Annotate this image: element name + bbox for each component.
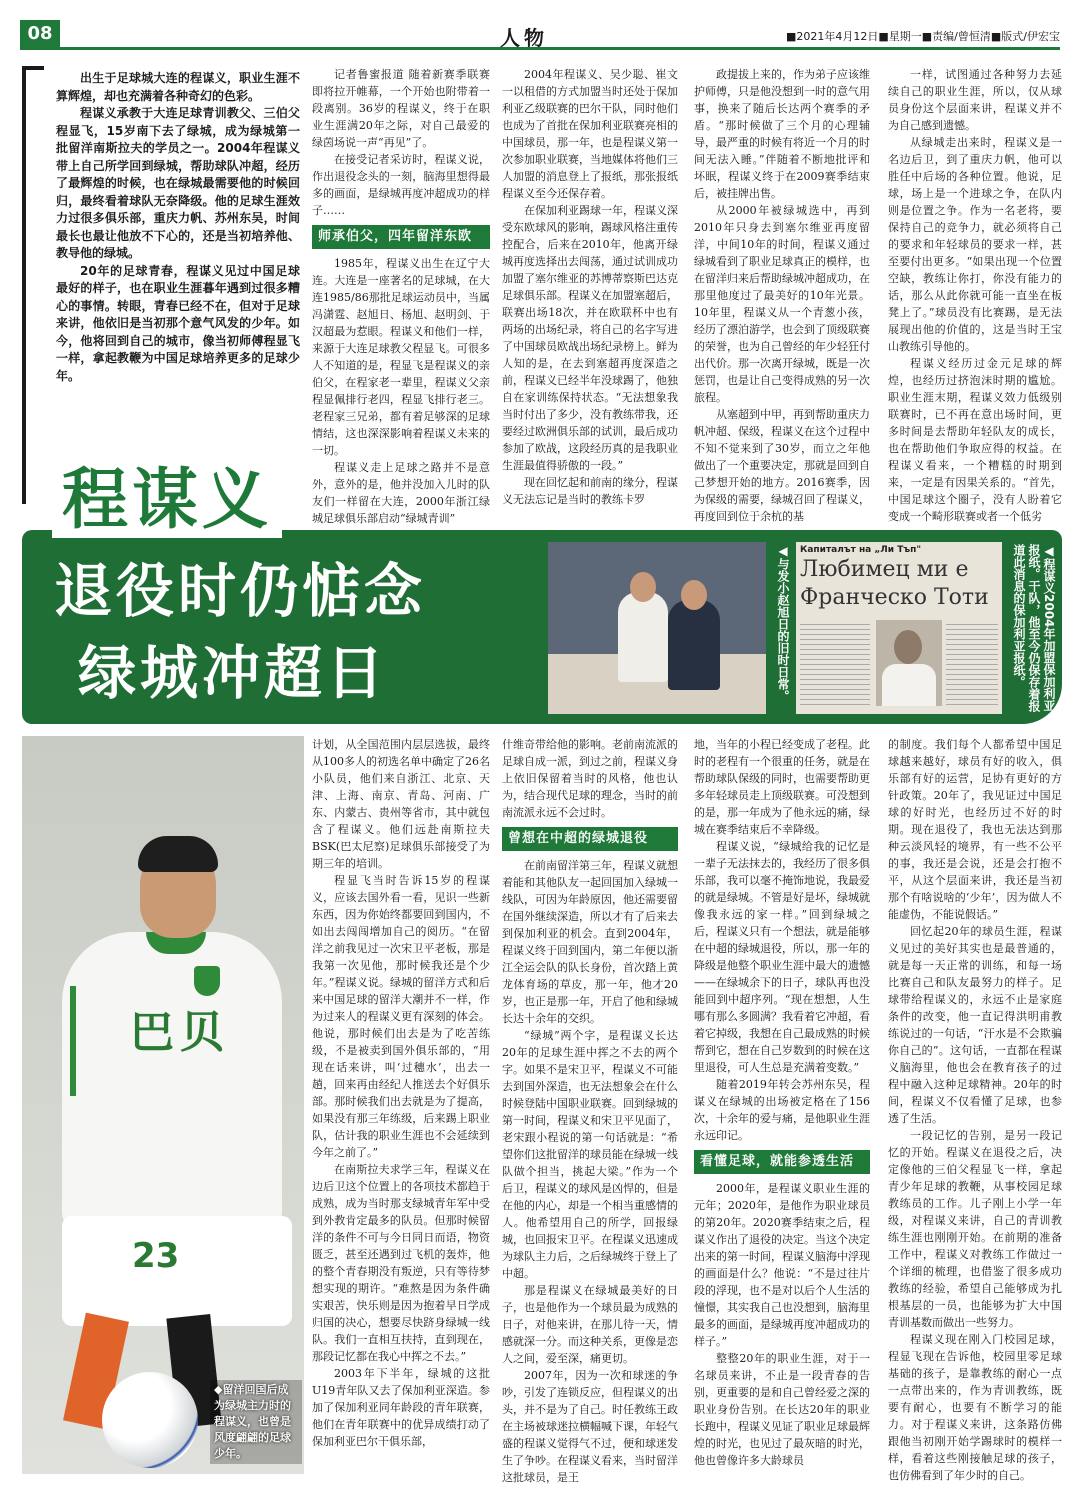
article-column-8 <box>888 736 1062 1482</box>
article-column-2 <box>502 66 678 528</box>
article-paragraph: 在前南留洋第三年，程谋义就想着能和其他队友一起回国加入绿城一线队，可因为年龄原因，他还需要留在国外继续深造，所以才有了后来去到保加利亚的机会。直到2004年，程谋义终于回到国内，第二年便以浙江全运会队的队长身份，首次踏上黄龙体育场的草皮，那一年，他才20岁，也正是那一年，开启了他和绿城长达十余年的交织。 <box>502 859 678 1025</box>
page-number: 08 <box>20 20 60 48</box>
article-paragraph: 随着2019年转会苏州东吴，程谋义在绿城的出场被定格在了156次，十余年的爱与痛，是他职业生涯永远印记。 <box>694 1078 870 1142</box>
football-icon <box>102 1372 198 1468</box>
article-paragraph: 2004年程谋义、吴少聪、崔文一以租借的方式加盟当时还处于保加利亚乙级联赛的巴尔干队，同时他们也成为了首批在保加利亚联赛亮相的中国球员，那一年，也是程谋义第一次参加职业联赛，当地媒体将他们三人加盟的消息登上了报纸，那张报纸程谋义至今还保存着。 <box>502 68 678 200</box>
newspaper-clipping <box>796 542 1002 714</box>
clipping-headline: Любимец ми е Франческо Тоти <box>800 557 989 610</box>
issue-meta: ■2021年4月12日■星期一■责编/曾恒清■版式/伊宏宝 <box>786 30 1060 43</box>
headline-name: 程谋义 <box>52 462 282 538</box>
article-paragraph: 程谋义经历过金元足球的辉煌，也经历过挤泡沫时期的尴尬。职业生涯末期，程谋义效力低级别联赛时，已不再在意出场时间，更多时间是去帮助年轻队友的成长，也在帮助他们争取应得的权益。在程谋义看来，一个糟糕的时期到来，一定是有因果关系的。“首先，中国足球这个圈子，没有人盼着它变成一个畸形联赛或者一个低劣 <box>888 357 1062 523</box>
caption-newspaper-clipping: ◀程谋义2004年加盟保加利亚报纸。干队，他至今仍保存着报道此消息的保加利亚报纸。 <box>1012 544 1056 712</box>
article-paragraph: 2000年，是程谋义职业生涯的元年；2020年，是他作为职业球员的第20年。2020赛季结束之后，程谋义作出了退役的决定。当这个决定出来的第一时间，程谋义脑海中浮现的画面是什么？他说：“不是过往片段的浮现，也不是对以后个人生活的憧憬，其实我自己也没想到，脑海里最多的画面，是绿城再度冲超成功的样子。” <box>694 1182 870 1348</box>
article-paragraph: 程显飞当时告诉15岁的程谋义，应该去国外看一看，见识一些新东西，因为你始终都要回到国内，不如出去闯闯增加自己的阅历。“在留洋之前我见过一次宋卫平老板，那是我第一次见他，那时候我还是个少年。”程谋义说。绿城的留洋方式和后来中国足球的留洋大潮并不一样，作为过来人的程谋义更有深刻的体会。他说，那时候们出去是为了吃苦练级，不是被卖到国外俱乐部的，“用现在话来讲，叫‘过穗水’，出去一趟，回来再由经纪人推送去个好俱乐部。那时候我们出去就是为了提高，如果没有那三年练级，后来踢上职业队，估计我的职业生涯也不会延续到今年之前了。” <box>312 874 490 1159</box>
subhead-2: 曾想在中超的绿城退役 <box>502 827 678 851</box>
article-paragraph: 程谋义说，“绿城给我的记忆是一辈子无法抹去的，我经历了很多俱乐部，我可以毫不掩饰地说，我最爱的就是绿城。不管是好是坏，绿城就像我永远的家一样。”回到绿城之后，程谋义只有一个想法，就是能够在中超的绿城退役，所以，那一年的降级是他整个职业生涯中最大的遗憾——在绿城余下的日子，球队再也没能回到中超序列。“现在想想，人生哪有那么多圆满？我看着它冲超，看着它掉级，我想在自己最成熟的时候帮到它，想在自己岁数到的时候在这里退役，可人生总是充满着变数。” <box>694 840 870 1074</box>
lead-text <box>56 70 300 385</box>
player-photo <box>22 736 304 1474</box>
article-paragraph: 在保加利亚踢球一年，程谋义深受东欧球风的影响，踢球风格注重传控配合，后来在2010年，他离开绿城再度选择出去闯荡，通过试训成功加盟了塞尔维亚的苏博蒂察斯巴达克足球俱乐部。程谋义在加盟塞超后，联赛出场18次，并在欧联杯中也有两场的出场纪录，将自己的名字写进了中国球员欧战出场纪录榜上。鲜为人知的是，在去到塞超再度深造之前，程谋义已经半年没球踢了，他独自在家训练保持状态。“无法想象我当时付出了多少，没有教练带我，还要经过欧洲俱乐部的试训，最后成功参加了欧战，这段经历真的是我职业生涯最值得骄傲的一段。” <box>502 204 678 472</box>
article-paragraph: 什维奇带给他的影响。老前南流派的足球自成一派，到过之前，程谋义身上依旧保留着当时的风格，他也认为，结合现代足球的理念，当时的前南流派永远不会过时。 <box>502 738 678 819</box>
headline-banner <box>22 530 1062 724</box>
article-paragraph: 的制度。我们每个人都希望中国足球越来越好，球员有好的收入，俱乐部有好的运营，足协有更好的方针政策。20年了，我见证过中国足球的好时光，也经历过不好的时期。现在退役了，我也无法达到那种云淡风轻的境界，有一些不公平的事，我还是会说，还是会打抱不平，从这个层面来讲，我还是当初那个有啥说啥的‘少年’，因为做人不能虚伪，不能说假话。” <box>888 738 1062 921</box>
article-paragraph: “绿城”两个字，是程谋义长达20年的足球生涯中挥之不去的两个字。如果不是宋卫平，程谋义不可能去到国外深造，也无法想象会在什么时候登陆中国职业联赛。回到绿城的第一时间，程谋义和宋卫平见面了，老宋跟小程说的第一句话就是：“希望你们这批留洋的球员能在绿城一线队做个担当，挑起大梁。”作为一个后卫，程谋义的球风是凶悍的，但是在他的内心，却是一个相当重感情的人。他希望用自己的所学，回报绿城，也回报宋卫平。在程谋义迅速成为球队主力后，之后绿城终于登上了中超。 <box>502 1029 678 1280</box>
article-paragraph: 在南斯拉夫求学三年，程谋义在边后卫这个位置上的各项技术都趋于成熟，成为当时那支绿城青年军中受到外教肯定最多的队员。但那时候留洋的条件不可与今日同日而语，物资匮乏，甚至还遇到过飞机的轰炸，他的整个青春期没有叛逆，只有等待梦想实现的期许。“难熬是因为条件确实艰苦，快乐则是因为抱着早日学成归国的决心，想要尽快跻身绿城一线队。我们一直相互扶持，直到现在，那段记忆都在我心中挥之不去。” <box>312 1163 490 1363</box>
childhood-photo <box>548 542 766 714</box>
article-paragraph: 回忆起20年的球员生涯，程谋义见过的美好其实也是最普通的，就是每一天正常的训练，和每一场比赛自己和队友最努力的样子。足球带给程谋义的，永远不止是家庭条件的改变，他一直记得洪明甫教练说过的一句话，“汗水是不会欺骗你自己的”。这句话，一直都在程谋义脑海里，他也会在教育孩子的过程中融入这种足球精神。20年的时间，程谋义不仅看懂了足球，也参透了生活。 <box>888 925 1062 1125</box>
article-paragraph: 一样，试图通过各种努力去延续自己的职业生涯，所以，仅从球员身份这个层面来讲，程谋义并不为自己感到遗憾。 <box>888 68 1062 132</box>
article-paragraph: 2003年下半年，绿城的这批U19青年队又去了保加利亚深造。参加了保加利亚同年龄段的青年联赛，他们在青年联赛中的优异成绩打动了保加利亚巴尔干俱乐部， <box>312 1367 490 1448</box>
article-paragraph: 在接受记者采访时，程谋义说，作出退役念头的一刻，脑海里想得最多的画面，是绿城再度冲超成功的样子…… <box>312 153 490 217</box>
caption-player-photo: ◆留洋回国后成为绿城主力时的程谋义，也曾是风度翩翩的足球少年。 <box>210 1380 302 1464</box>
article-column-7 <box>694 736 870 1476</box>
jersey-sponsor: 巴贝 <box>130 1007 230 1058</box>
lead-paragraph: 20年的足球青春，程谋义见过中国足球最好的样子，也在职业生涯暮年遇到过很多糟心的事情。转眼，青春已经不在，但对于足球来讲，他依旧是当初那个意气风发的少年。如今，他将回到自己的城市，像当初师傅程显飞一样，拿起教鞭为中国足球培养更多的足球少年。 <box>56 263 300 383</box>
headline-line-1: 退役时仍惦念 <box>54 557 427 625</box>
headline-line-2: 绿城冲超日 <box>78 639 389 707</box>
article-paragraph: 程谋义现在刚入门校园足球，程显飞现在告诉他，校园里零足球基础的孩子，是靠教练的耐心一点一点带出来的，作为青训教练，既要有耐心，也要有不断学习的能力。对于程谋义来讲，这条路仿佛跟他当初刚开始学踢球时的模样一样，看着这些刚接触足球的孩子，也仿佛看到了年少时的自己。 <box>888 1333 1062 1482</box>
lead-paragraph: 出生于足球城大连的程谋义，职业生涯不算辉煌，却也充满着各种奇幻的色彩。 <box>56 71 300 103</box>
article-paragraph: 从绿城走出来时，程谋义是一名边后卫，到了重庆力帆，他可以胜任中后场的各种位置。他说，足球，场上是一个进球之争，在队内则是位置之争。作为一名老将，要保持自己的竞争力，就必须将自己的要求和年轻球员的要求一样，甚至要付出更多。“如果出现一个位置空缺，教练让你打，你没有能力的话，那么从此你就可能一直坐在板凳上了。”球员没有比赛踢，是无法展现出他的价值的，这是当时王宝山教练引导他的。 <box>888 136 1062 353</box>
article-paragraph: 那是程谋义在绿城最美好的日子，也是他作为一个球员最为成熟的日子，对他来讲，在那儿待一天，情感就深一分。而这种关系，更像是恋人之间，爱至深，痛更切。 <box>502 1284 678 1365</box>
article-paragraph: 1985年，程谋义出生在辽宁大连。大连是一座著名的足球城，在大连1985/86那批足球运动员中，当属冯潇霆、赵旭日、杨旭、赵明剑、于汉超最为惹眼。程谋义和他们一样，来源于大连足球教父程显飞。可很多人不知道的是，程显飞是程谋义的亲伯父，在程家老一辈里，程谋义父亲程显佩排行老四，程显飞排行老三。老程家三兄弟，都有着足够深的足球情结，这也深深影响着程谋义未来的一切。 <box>312 257 490 457</box>
article-column-6 <box>502 736 678 1484</box>
article-paragraph: 从塞超到中甲，再到帮助重庆力帆冲超、保级，程谋义在这个过程中不知不觉来到了30岁，而立之年他做出了一个重要决定，那就是回到自己梦想开始的地方。2016赛季，因为保级的需要，绿城召回了程谋义，再度回到位于余杭的基 <box>694 408 870 523</box>
article-paragraph: 整整20年的职业生涯，对于一名球员来讲，不止是一段青春的告别，更重要的是和自己曾经爱之深的职业身份告别。在长达20年的职业长跑中，程谋义见证了职业足球最辉煌的时光，也见过了最灰暗的时光，他也曾像许多大龄球员 <box>694 1352 870 1467</box>
club-badge-icon <box>194 966 220 996</box>
article-paragraph: 计划，从全国范围内层层选拔，最终从100多人的初选名单中确定了26名小队员，他们来自浙江、北京、天津、上海、南京、青岛、河南、广东、内蒙古、贵州等省市，其中就包含了程谋义。他们远赴南斯拉夫BSK(巴太尼察)足球俱乐部接受了为期三年的培训。 <box>312 738 490 870</box>
article-paragraph: 地，当年的小程已经变成了老程。此时的老程有一个很重的任务，就是在帮助球队保级的同时，也需要帮助更多年轻球员走上顶级联赛。可没想到的是，那一年成为了他永远的痛，绿城在赛季结束后不幸降级。 <box>694 738 870 836</box>
article-column-3 <box>694 66 870 528</box>
article-paragraph: 程谋义走上足球之路并不是意外，意外的是，他并没加入儿时的队友们一样留在大连，2000年浙江绿城足球俱乐部启动“绿城青训” <box>312 461 490 525</box>
article-column-1 <box>312 66 490 528</box>
article-paragraph: 政提拔上来的，作为弟子应该维护师傅，只是他没想到一时的意气用事，换来了随后长达两个赛季的矛盾。“那时候做了三个月的心理辅导，最严重的时候有将近一个月的时间无法入睡。”伴随着不断地批评和坏眠，程谋义终于在2009赛季结束后，被挂牌出售。 <box>694 68 870 200</box>
article-column-4 <box>888 66 1062 528</box>
article-column-5 <box>312 736 490 1476</box>
jersey-number: 23 <box>132 1236 180 1276</box>
subhead-1: 师承伯父，四年留洋东欧 <box>312 225 490 249</box>
article-paragraph: 2007年，因为一次和球迷的争吵，引发了连锁反应，但程谋义的出头，并不是为了自己。时任教练王政在主场被球迷拉横幅喊下课，年轻气盛的程谋义觉得气不过，便和球迷发生了争吵。在程谋义看来，当时留洋这批球员，是王 <box>502 1369 678 1484</box>
caption-childhood-photo: ◀与发小赵旭日的旧时日常。 <box>776 544 790 702</box>
article-paragraph: 现在回忆起和前南的缘分，程谋义无法忘记是当时的教练卡罗 <box>502 476 678 506</box>
article-paragraph: 记者鲁蜜报道 随着新赛季联赛即将拉开帷幕，一个开始也附带着一段离别。36岁的程谋义，终于在职业生涯满20年之际，对自己最爱的绿茵场说一声“再见”了。 <box>312 68 490 149</box>
article-paragraph: 从2000年被绿城选中，再到2010年只身去到塞尔维亚再度留洋，中间10年的时间，程谋义通过绿城看到了职业足球真正的模样，也在留洋归来后帮助绿城冲超成功，在那里他度过了最美好的10年光景。10年里，程谋义从一个青葱小孩，经历了漂泊游学，也会到了顶级联赛的荣誉，也为自己曾经的年少轻狂付出代价。那一次离开绿城，既是一次惩罚，也是让自己变得成熟的另一次旅程。 <box>694 204 870 404</box>
section-title: 人物 <box>500 26 548 50</box>
clipping-masthead: Капиталът на „Ли Тъп" <box>800 545 922 555</box>
masthead <box>20 20 1060 50</box>
lead-paragraph: 程谋义承教于大连足球青训教父、三伯父程显飞，15岁南下去了绿城，成为绿城第一批留洋南斯拉夫的学员之一。2004年程谋义带上自己所学回到绿城，帮助球队冲超，经历了最辉煌的时候，也在绿城最需要他的时候回归，最终看着球队无奈降级。他的足球生涯效力过很多俱乐部，重庆力帆、苏州东吴，时间最长也最让他放不下心的，还是当初培养他、教导他的绿城。 <box>56 106 300 260</box>
lead-box <box>22 66 300 504</box>
subhead-3: 看懂足球，就能参透生活 <box>694 1150 870 1174</box>
article-paragraph: 一段记忆的告别，是另一段记忆的开始。程谋义在退役之后，决定像他的三伯父程显飞一样，拿起青少年足球的教鞭，从事校园足球教练员的工作。儿子刚上小学一年级，对程谋义来讲，自己的青训教练生涯也刚刚开始。在前期的准备工作中，程谋义对教练工作做过一个详细的梳理，也借鉴了很多成功教练的经验，希望自己能够成为扎根基层的一员，也能够为扩大中国青训基数而做出一些努力。 <box>888 1129 1062 1329</box>
